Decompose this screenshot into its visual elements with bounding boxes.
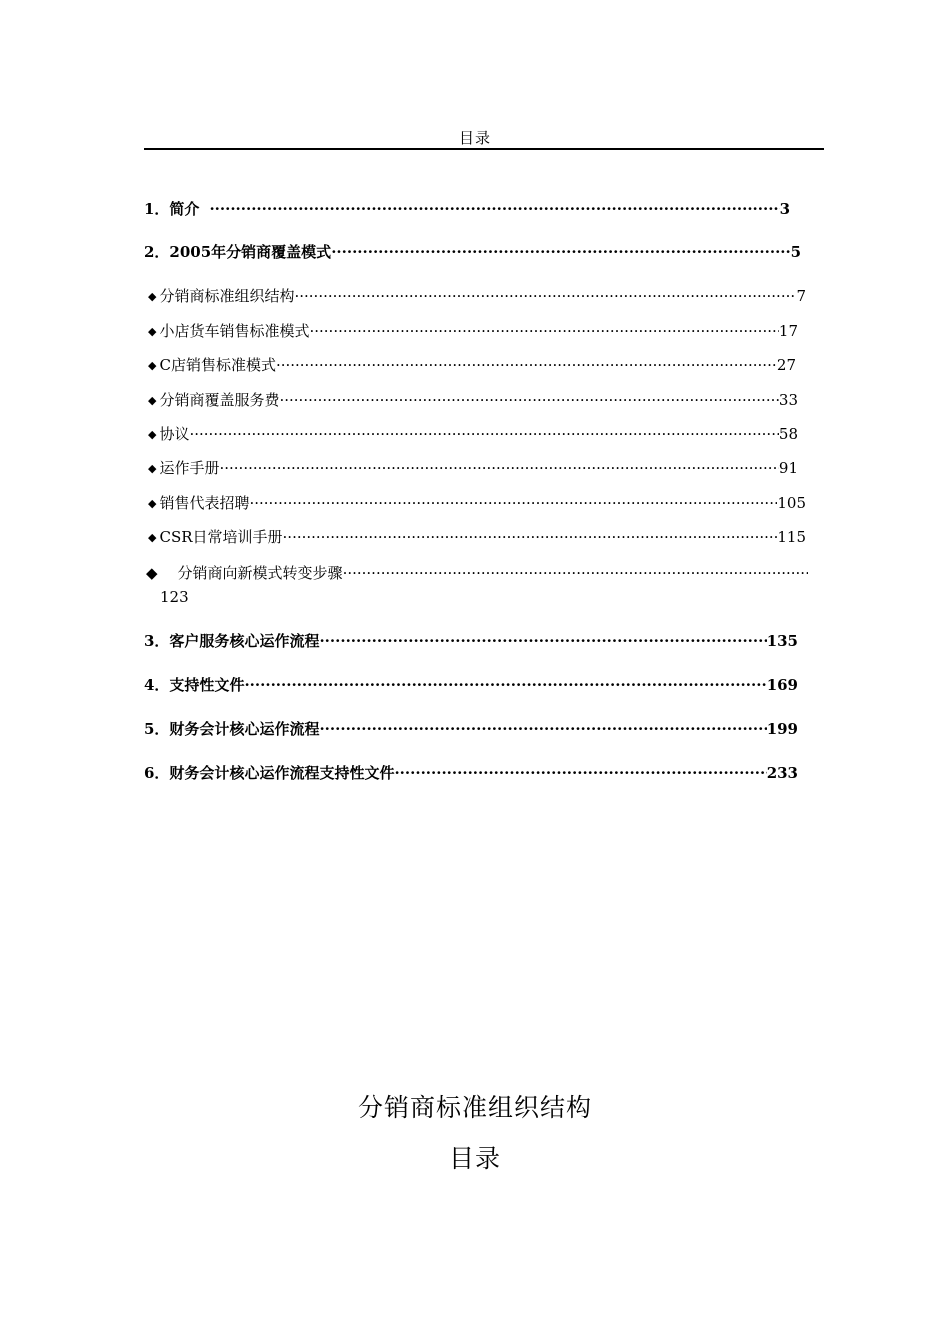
toc-entry-support-docs[interactable] (144, 675, 798, 695)
diamond-bullet-icon: ◆ (148, 531, 157, 544)
toc-leader-dots (319, 719, 766, 739)
diamond-bullet-icon: ◆ (148, 394, 157, 407)
toc-entry-label: 4．支持性文件 (144, 676, 245, 694)
diamond-bullet-icon: ◆ (148, 359, 157, 372)
toc-leader-dots (249, 493, 777, 513)
toc-leader-dots (276, 355, 777, 375)
toc-entry-label: 分销商向新模式转变步骤 (177, 564, 343, 582)
toc-entry-page: 7 (796, 287, 806, 305)
toc-entry-label: 运作手册 (159, 459, 220, 477)
toc-entry-finance-process[interactable] (144, 719, 798, 739)
toc-entry-label: 分销商标准组织结构 (159, 287, 295, 305)
toc-subentry-c-store-sales[interactable] (148, 355, 796, 377)
toc-subentry-coverage-fee[interactable] (148, 390, 798, 412)
toc-entry-label: 分销商覆盖服务费 (159, 391, 280, 409)
toc-subentry-operations-manual[interactable] (148, 458, 798, 480)
toc-subentry-transition-steps[interactable] (144, 561, 808, 609)
toc-entry-page: 199 (766, 720, 798, 738)
toc-entry-line (144, 561, 808, 585)
toc-entry-label: 小店货车销售标准模式 (159, 322, 310, 340)
toc-entry-label: CSR日常培训手册 (159, 528, 283, 546)
toc-entry-page: 33 (778, 391, 798, 409)
toc-entry-page: 5 (790, 243, 801, 261)
toc-entry-page: 58 (778, 425, 798, 443)
toc-leader-dots (279, 390, 778, 410)
toc-leader-dots (209, 199, 779, 219)
toc-entry-page: 135 (766, 632, 798, 650)
toc-leader-dots (343, 561, 808, 585)
toc-entry-label: 2．2005年分销商覆盖模式 (144, 243, 332, 261)
diamond-bullet-icon: ◆ (148, 428, 157, 441)
section-subtitle: 目录 (448, 1144, 501, 1173)
toc-entry-label: 5．财务会计核心运作流程 (144, 720, 320, 738)
page-header-title: 目录 (458, 129, 491, 147)
diamond-bullet-icon: ◆ (148, 290, 157, 303)
diamond-bullet-icon: ◆ (148, 325, 157, 338)
toc-entry-page: 105 (777, 494, 806, 512)
toc-entry-label: 6．财务会计核心运作流程支持性文件 (144, 764, 395, 782)
toc-entry-page: 115 (777, 528, 806, 546)
toc-entry-coverage-model[interactable] (144, 242, 801, 262)
toc-entry-label: 协议 (159, 425, 190, 443)
toc-subentry-csr-training[interactable] (148, 527, 806, 549)
toc-leader-dots (219, 458, 778, 478)
diamond-bullet-icon: ◆ (148, 462, 157, 475)
toc-subentry-truck-sales[interactable] (148, 321, 798, 343)
diamond-bullet-icon: ◆ (148, 497, 157, 510)
toc-leader-dots (309, 321, 778, 341)
toc-entry-page: 27 (776, 356, 796, 374)
toc-entry-finance-support-docs[interactable] (144, 763, 798, 783)
toc-leader-dots (244, 675, 766, 695)
toc-entry-customer-service[interactable] (144, 631, 798, 651)
toc-entry-page: 233 (766, 764, 798, 782)
toc-leader-dots (394, 763, 766, 783)
toc-leader-dots (319, 631, 766, 651)
toc-leader-dots (294, 286, 796, 306)
toc-entry-page: 123 (160, 588, 189, 606)
toc-subentry-sales-rep-recruiting[interactable] (148, 493, 806, 515)
toc-entry-label: C店销售标准模式 (159, 356, 276, 374)
toc-subentry-org-structure[interactable] (148, 286, 806, 308)
toc-entry-page: 169 (766, 676, 798, 694)
toc-entry-page: 3 (779, 200, 790, 218)
toc-leader-dots (189, 424, 778, 444)
section-title: 分销商标准组织结构 (357, 1093, 592, 1122)
toc-entry-page: 17 (778, 322, 798, 340)
header-divider (144, 148, 824, 150)
toc-subentry-agreement[interactable] (148, 424, 798, 446)
toc-leader-dots (331, 242, 790, 262)
diamond-bullet-icon: ◆ (146, 564, 158, 582)
toc-entry-label: 销售代表招聘 (159, 494, 250, 512)
toc-leader-dots (283, 527, 778, 547)
toc-entry-label: 1．简介 (144, 200, 200, 218)
toc-entry-intro[interactable] (144, 199, 790, 219)
toc-entry-label: 3．客户服务核心运作流程 (144, 632, 320, 650)
toc-entry-page: 91 (778, 459, 798, 477)
